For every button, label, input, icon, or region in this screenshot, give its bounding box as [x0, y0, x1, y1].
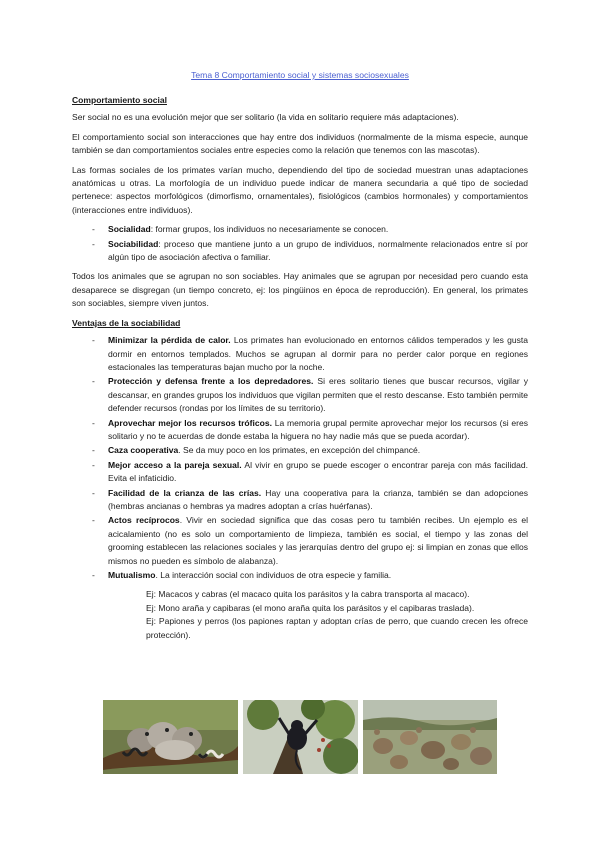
advantages-list — [72, 334, 528, 582]
list-item — [72, 238, 528, 265]
page-title[interactable]: Tema 8 Comportamiento social y sistemas sociosexuales — [191, 70, 409, 80]
section-heading-ventajas: Ventajas de la sociabilidad — [72, 317, 181, 328]
example-line: Ej: Papiones y perros (los papiones raptan y adoptan crías de perro, que cuando crecen les ofrece protección). — [146, 616, 528, 640]
list-item — [72, 487, 528, 514]
example-line: Ej: Macacos y cabras (el macaco quita los parásitos y la cabra transporta al macaco). — [146, 589, 470, 600]
paragraph: Ser social no es una evolución mejor que ser solitario (la vida en solitario requiere más adaptaciones). — [72, 112, 459, 123]
term: Minimizar la pérdida de calor. — [108, 335, 231, 346]
list-item — [72, 375, 528, 415]
term: Socialidad — [108, 224, 151, 235]
definition: : formar grupos, los individuos no necesariamente se conocen. — [150, 224, 389, 235]
paragraph: El comportamiento social son interacciones que hay entre dos individuos (normalmente de la misma especie, aunque también se dan comportamientos sociales entre especies como la relación que tenemos con las mascotas). — [72, 131, 528, 156]
description: . Vivir en sociedad significa que das cosas pero tu también recibes. Un ejemplo es el acicalamiento (no es solo un comportamiento de limpieza, también es social, el tiempo y las zonas del grooming establecen las relaciones sociales y las jerarquías dentro del grupo ej: si limpian en zonas que ellos mismos no pueden es símbolo de alabanza). — [108, 515, 529, 566]
list-item — [72, 417, 528, 444]
photo-strip — [103, 700, 497, 774]
example-line: Ej: Mono araña y capibaras (el mono araña quita los parásitos y el capibaras traslada). — [146, 602, 475, 613]
description: Si eres solitario tienes que buscar recursos, vigilar y descansar, en grandes grupos los individuos que vigilan permiten que el resto descanse. Esto también permite defender recursos (rondas por los límites de su territorio). — [108, 376, 528, 414]
term: Mutualismo — [108, 570, 156, 580]
lemurs-huddling-photo — [103, 700, 238, 774]
description: . Se da muy poco en los primates, en excepción del chimpancé. — [178, 445, 421, 456]
definition-list — [72, 223, 528, 264]
document-body — [72, 92, 528, 642]
description: Al vivir en grupo se puede escoger o encontrar pareja con más facilidad. Evita el infaticidio. — [108, 459, 528, 484]
list-item — [72, 223, 528, 236]
section-heading-comportamiento: Comportamiento social — [72, 95, 167, 105]
definition: : proceso que mantiene junto a un grupo de individuos, normalmente relacionados entre sí por algún tipo de asociación afectiva o familiar. — [108, 238, 528, 263]
list-item — [72, 459, 528, 486]
list-item — [72, 569, 528, 582]
list-item — [72, 514, 528, 568]
paragraph: Las formas sociales de los primates varían mucho, dependiendo del tipo de sociedad muestran unas adaptaciones anatómicas u otras. La morfología de un individuo puede indicar de manera secundaria a qué tipo de sociedad pertenece: aspectos morfológicos (dimorfismo, ornamentales), fisiológicos (cambios hormonales) y comportamientos (interacciones entre individuos). — [72, 164, 528, 215]
term: Aprovechar mejor los recursos tróficos. — [108, 417, 272, 428]
term: Facilidad de la crianza de las crías. — [108, 487, 262, 498]
baboon-troop-photo — [363, 700, 497, 774]
term: Protección y defensa frente a los depredadores. — [108, 376, 314, 387]
description: . La interacción social con individuos de otra especie y familia. — [155, 570, 392, 580]
paragraph: Todos los animales que se agrupan no son sociables. Hay animales que se agrupan por necesidad pero cuando esta desaparece se disgregan (un tiempo concreto, ej: los pingüinos en época de reproducción). En general, los primates son sociables, siempre viven juntos. — [72, 271, 528, 309]
term: Sociabilidad — [108, 238, 159, 249]
term: Caza cooperativa — [108, 445, 179, 456]
description: Los primates han evolucionado en entornos cálidos temperados y les gusta dormir en entornos templados. Muchos se agrupan al dormir para no perder calor porque en regiones estacionales las temperaturas bajan mucho por la noche. — [108, 335, 529, 372]
description: Hay una cooperativa para la crianza, también se dan adopciones (hembras ancianas o hembras ya madres adoptan a crías huérfanas). — [108, 487, 528, 511]
spider-monkey-tree-photo — [243, 700, 358, 774]
list-item — [72, 334, 528, 374]
term: Actos recíprocos — [108, 515, 180, 526]
list-item — [72, 444, 528, 457]
term: Mejor acceso a la pareja sexual. — [108, 459, 242, 470]
description: La memoria grupal permite aprovechar mejor los recursos (si eres solitario y no te acuerdas de donde estaba la higuera no hay nadie más que se pueda acordar). — [108, 417, 528, 441]
